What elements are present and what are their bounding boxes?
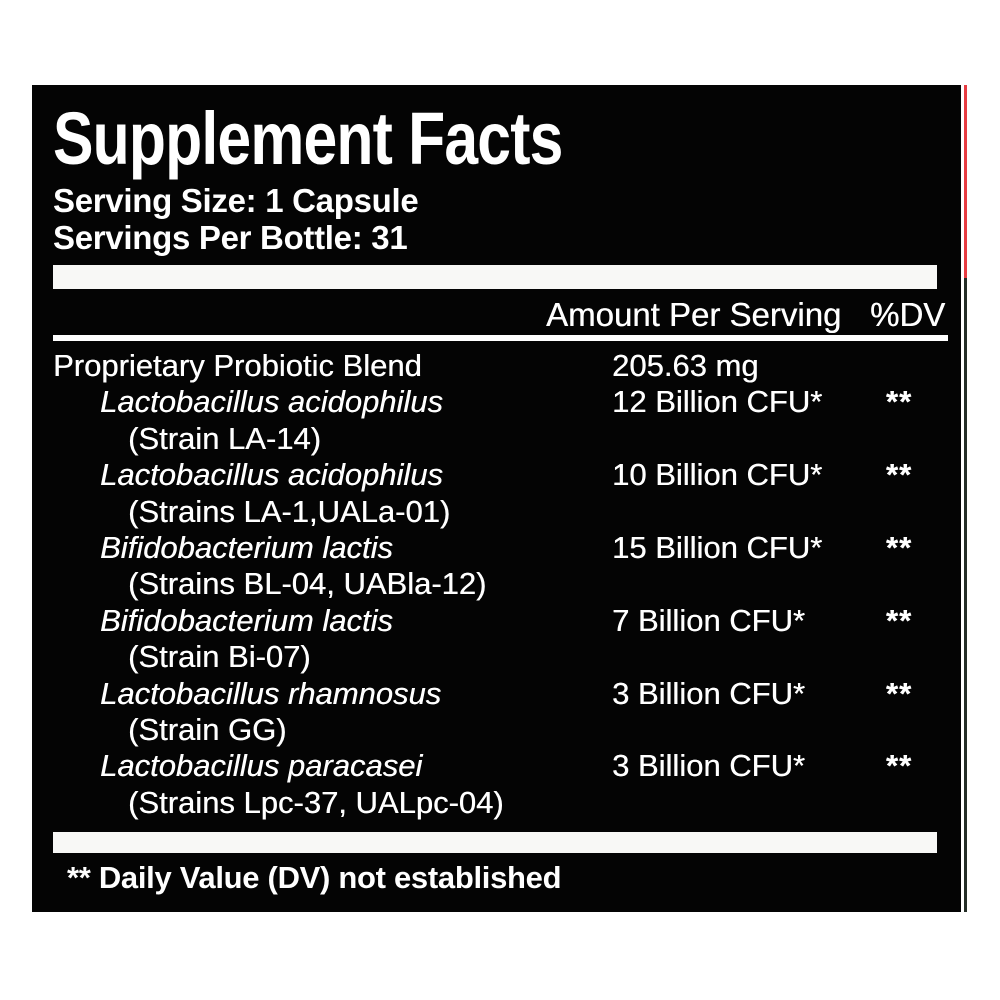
strain-text: (Strains Lpc-37, UALpc-04) <box>128 784 504 820</box>
servings-per-bottle-text: Servings Per Bottle: 31 <box>53 219 408 256</box>
blend-name: Proprietary Probiotic Blend <box>53 348 422 383</box>
strain-row <box>53 712 948 748</box>
strain-text: (Strain Bi-07) <box>128 639 311 675</box>
ingredient-row <box>53 603 948 639</box>
ingredient-dv: ** <box>885 748 913 784</box>
separator-bar-top <box>53 265 937 289</box>
ingredient-dv: ** <box>885 529 913 565</box>
strain-row <box>53 785 948 821</box>
strain-row <box>53 494 948 530</box>
strain-row <box>53 639 948 675</box>
ingredient-row <box>53 530 948 566</box>
blend-row <box>53 348 948 384</box>
ingredient-row <box>53 457 948 493</box>
ingredient-name: Lactobacillus acidophilus <box>100 457 443 493</box>
strain-text: (Strains LA-1,UALa-01) <box>128 493 451 529</box>
strain-row <box>53 421 948 457</box>
ingredient-amount: 3 Billion CFU* <box>612 675 805 711</box>
ingredient-dv: ** <box>885 675 913 711</box>
ingredient-amount: 7 Billion CFU* <box>612 602 805 638</box>
ingredient-dv: ** <box>885 457 913 493</box>
ingredient-name: Bifidobacterium lactis <box>100 602 393 638</box>
ingredient-name: Lactobacillus paracasei <box>100 748 423 784</box>
supplement-facts-title: Supplement Facts <box>53 97 563 180</box>
ingredient-name: Bifidobacterium lactis <box>100 529 393 565</box>
percent-dv-header: %DV <box>870 296 946 333</box>
header-rule <box>53 335 948 341</box>
serving-size-text: Serving Size: 1 Capsule <box>53 182 419 219</box>
ingredient-amount: 10 Billion CFU* <box>612 457 823 493</box>
ingredient-dv: ** <box>885 602 913 638</box>
ingredient-name: Lactobacillus acidophilus <box>100 384 443 420</box>
strain-row <box>53 566 948 602</box>
blend-amount: 205.63 mg <box>612 348 759 383</box>
ingredient-name: Lactobacillus rhamnosus <box>100 675 442 711</box>
ingredient-row <box>53 384 948 420</box>
amount-per-serving-header: Amount Per Serving <box>546 296 842 333</box>
ingredient-row <box>53 748 948 784</box>
ingredient-amount: 15 Billion CFU* <box>612 529 823 565</box>
dv-footnote: ** Daily Value (DV) not established <box>67 860 562 895</box>
label-edge-red-line <box>964 85 967 278</box>
ingredient-table <box>53 348 948 821</box>
strain-text: (Strain LA-14) <box>128 420 321 456</box>
label-edge-dark-line <box>964 278 967 912</box>
ingredient-amount: 3 Billion CFU* <box>612 748 805 784</box>
ingredient-amount: 12 Billion CFU* <box>612 384 823 420</box>
ingredient-dv: ** <box>885 384 913 420</box>
strain-text: (Strains BL-04, UABla-12) <box>128 566 487 602</box>
strain-text: (Strain GG) <box>128 711 287 747</box>
ingredient-row <box>53 676 948 712</box>
supplement-facts-panel <box>32 85 961 912</box>
separator-bar-bottom <box>53 832 937 853</box>
serving-info <box>53 182 418 256</box>
